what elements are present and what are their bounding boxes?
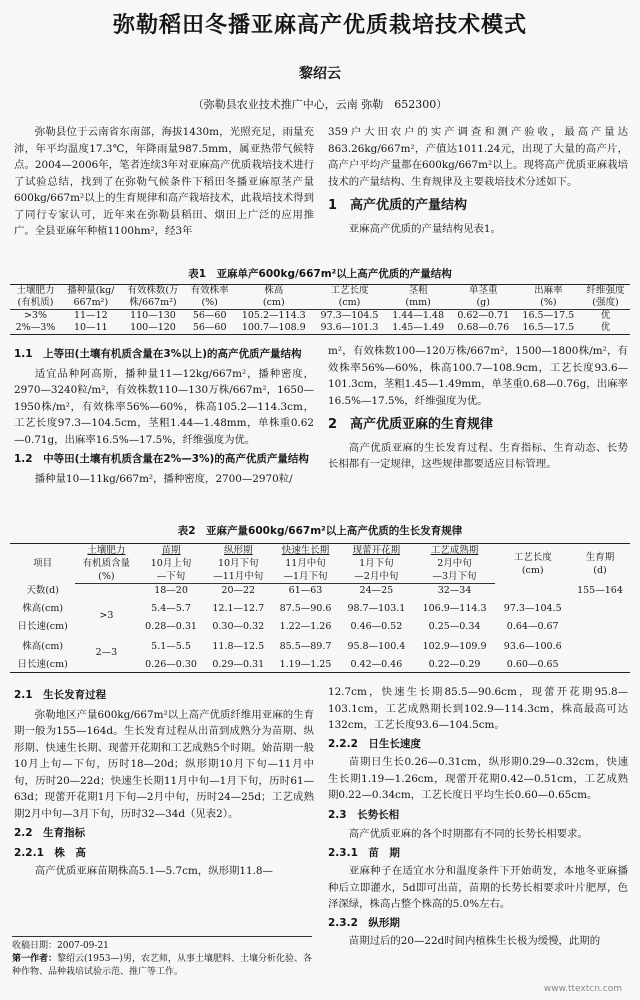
author-name: 黎绍云 xyxy=(299,66,341,82)
t1-cell: 16.5—17.5 xyxy=(522,322,575,333)
section-2-3-2-text: 苗期过后的20—22d时间内植株生长极为缓慢，此期的 xyxy=(348,935,601,947)
t2-cell: 32—34 xyxy=(437,585,472,596)
t1-cell: 0.68—0.76 xyxy=(457,322,510,333)
section-2-2-2-text: 苗期日生长0.26—0.31cm，纵形期0.29—0.32cm，快速生长期1.19—1.26cm，现蕾开花期0.42—0.51cm，工艺成熟期0.22—0.34cm，工艺长度日平均生长0.60—0.65cm。 xyxy=(328,756,628,801)
section-1-1-text: 适宜品种阿高斯，播种量11—12kg/667m²，播种密度，2970—3240粒/m²，有效株数110—130万株/667m²，1650—1950株/m²，有效株率56%—60%，株高105.2—114.3cm，工艺长度97.3—104.5cm，茎粗1.44—1.48mm，单株重0.62—0.71g，出麻率16.5%—17.5%，纤维强度为优。 xyxy=(14,367,314,446)
t2-header-time: —2月中旬 xyxy=(339,570,414,584)
t1-header: 播种量(kg/ xyxy=(67,285,115,296)
intro-paragraph: 弥勒县位于云南省东南部，海拔1430m，光照充足，雨量充沛，年平均温度17.3℃，年降雨量987.5mm，属亚热带气候特点。2004—2006年，笔者连续3年对亚麻高产优质栽培技术进行了试验总结，找到了在弥勒气候条件下稻田冬播亚麻原茎产量600kg/667m²以上的生育规律和高产栽培技术，此栽培技术得到了同行专家认可，近年来在弥勒县稻田、烟田上广泛的应用推广。全县亚麻年种植1100hm²，经3年 xyxy=(14,126,314,237)
author-bio-text: 黎绍云(1953—)男，农艺师，从事土壤肥料、土壤分析化验、各种作物、品种栽培试验示范、推广等工作。 xyxy=(12,954,312,977)
t1-header: 有效株率 xyxy=(190,285,229,296)
t1-header: (cm) xyxy=(313,297,385,310)
section-2-2-1-continued: 12.7cm，快速生长期85.5—90.6cm，现蕾开花期95.8—103.1cm，工艺成熟期长到102.9—114.3cm，株高最高可达132cm，工艺长度93.6—104.5cm。 xyxy=(328,686,628,731)
t2-cell: 20—22 xyxy=(221,585,256,596)
t2-cell: 97.3—104.5 xyxy=(503,603,562,614)
section-2-2-1-heading: 2.2.1 株 高 xyxy=(14,846,86,859)
t2-cell-period: 155—164 xyxy=(577,584,623,596)
t2-cell: 24—25 xyxy=(359,585,394,596)
t1-header: 出麻率 xyxy=(534,285,563,296)
section-1-heading: 1 高产优质的产量结构 xyxy=(328,198,468,213)
t1-header: (%) xyxy=(185,297,234,310)
t2-cell: 11.8—12.5 xyxy=(212,641,265,652)
t2-cell: 18—20 xyxy=(154,585,188,596)
affiliation: （弥勒县农业技术推广中心，云南 弥勒 652300） xyxy=(192,98,448,111)
table-2 xyxy=(10,543,630,673)
bottom-left-column xyxy=(14,684,314,880)
t2-header-soil: (%) xyxy=(75,570,137,584)
t1-cell: 100—120 xyxy=(130,322,176,333)
table-2-caption: 表2 亚麻产量600kg/667m²以上高产优质的生长发育规律 xyxy=(177,525,463,537)
t2-header-time: —3月下旬 xyxy=(414,570,496,584)
table-row xyxy=(10,598,630,616)
section-2-3-2-heading: 2.3.2 纵形期 xyxy=(328,916,400,929)
intro-right-column xyxy=(328,124,628,237)
table-row xyxy=(10,584,630,599)
t2-header-time: 10月上旬 xyxy=(150,558,192,569)
t2-row-label: 日长速(cm) xyxy=(17,659,68,670)
paper-title: 弥勒稻田冬播亚麻高产优质栽培技术模式 xyxy=(112,13,527,38)
section-2-2-2-heading: 2.2.2 日生长速度 xyxy=(328,737,421,750)
section-1-2-continued: m²，有效株数100—120万株/667m²，1500—1800株/m²，有效株率56%—60%，株高100.7—108.9cm，工艺长度93.6—101.3cm，茎粗1.45—1.49mm，单茎重0.68—0.76g，出麻率16.5%—17.5%，纤维强度为优。 xyxy=(328,345,628,407)
t2-header-stage: 纵形期 xyxy=(224,545,253,556)
t2-header-period-name: 生育期 xyxy=(585,551,615,563)
t1-cell: 56—60 xyxy=(192,322,227,333)
t2-header-time: 10月下旬 xyxy=(217,558,259,569)
section-2-heading: 2 高产优质亚麻的生育规律 xyxy=(328,417,494,432)
t2-header-time: —11月中旬 xyxy=(205,570,272,584)
t2-cell-soil: >3 xyxy=(99,610,114,621)
t2-header-length-unit: (cm) xyxy=(521,564,544,576)
t2-cell: 1.19—1.25 xyxy=(279,659,332,670)
table-1-caption: 表1 亚麻单产600kg/667m²以上高产优质的产量结构 xyxy=(188,268,452,280)
table-1 xyxy=(10,284,630,335)
t1-cell: 110—130 xyxy=(130,310,176,321)
t2-cell: 5.4—5.7 xyxy=(151,603,191,614)
t2-header-length xyxy=(495,544,570,584)
t2-cell: 0.28—0.31 xyxy=(145,621,197,632)
t2-header-time: —下旬 xyxy=(137,570,204,584)
t2-cell: 98.7—103.1 xyxy=(347,603,406,614)
t1-header: (mm) xyxy=(386,297,451,310)
t1-header: (强度) xyxy=(581,297,630,310)
t1-cell: 56—60 xyxy=(192,310,227,321)
t2-cell: 102.9—109.9 xyxy=(422,641,487,652)
watermark: www.ttextcn.com xyxy=(543,984,622,994)
t2-cell: 12.1—12.7 xyxy=(212,603,265,614)
section-2-text: 高产优质亚麻的生长发育过程、生育指标、生育动态、长势长相都有一定规律，这些规律都要适应目标管理。 xyxy=(328,441,628,470)
t1-cell: 优 xyxy=(600,322,611,333)
t2-cell: 87.5—90.6 xyxy=(279,603,332,614)
t2-header-soil: 有机质含量 xyxy=(82,558,131,569)
t1-header: 株高 xyxy=(264,285,284,296)
t1-header: 667m²) xyxy=(61,297,121,310)
t2-cell-soil: 2—3 xyxy=(95,647,118,658)
t1-header: (cm) xyxy=(234,297,313,310)
t1-header: 土壤肥力 xyxy=(16,285,55,296)
received-date: 收稿日期：2007-09-21 xyxy=(12,941,109,951)
section-2-2-heading: 2.2 生育指标 xyxy=(14,827,86,839)
t1-cell: 2%—3% xyxy=(15,322,56,333)
t2-header-item: 项目 xyxy=(33,558,53,570)
t1-cell: 16.5—17.5 xyxy=(522,310,575,321)
t1-cell: >3% xyxy=(23,310,47,321)
table-row xyxy=(10,310,630,323)
t1-header: 纤维强度 xyxy=(586,285,625,296)
section-2-3-1-heading: 2.3.1 苗 期 xyxy=(328,846,400,859)
t2-header-time: —1月下旬 xyxy=(272,570,339,584)
t2-cell: 0.26—0.30 xyxy=(145,659,197,670)
intro-left-column xyxy=(14,124,314,240)
t1-cell: 0.62—0.71 xyxy=(457,310,510,321)
t2-header-time: 1月下旬 xyxy=(359,558,394,569)
t1-cell: 97.3—104.5 xyxy=(320,310,379,321)
t2-header-period-unit: (d) xyxy=(593,564,607,576)
section-1-2-text: 播种量10—11kg/667m²，播种密度，2700—2970粒/ xyxy=(34,472,293,485)
section-2-3-1-text: 亚麻种子在适宜水分和温度条件下开始萌发，本地冬亚麻播种后立即灌水，5d即可出苗，苗期的长势长相要求叶片肥厚，色泽深绿，株高占整个株高的5.0%左右。 xyxy=(328,865,628,910)
t1-header: 工艺长度 xyxy=(330,285,369,296)
t2-row-label: 株高(cm) xyxy=(22,641,64,652)
t2-header-time: 11月中旬 xyxy=(285,558,326,569)
table-row xyxy=(10,322,630,335)
t2-header-period xyxy=(570,544,630,584)
section-2-1-heading: 2.1 生长发育过程 xyxy=(14,689,107,701)
section-2-3-heading: 2.3 长势长相 xyxy=(328,808,400,821)
t1-cell: 1.45—1.49 xyxy=(392,322,445,333)
t2-row-label: 株高(cm) xyxy=(22,603,64,614)
t2-cell: 93.6—100.6 xyxy=(503,641,562,652)
t2-cell: 1.22—1.26 xyxy=(279,621,332,632)
t2-row-label: 日长速(cm) xyxy=(17,621,68,632)
t2-cell: 0.29—0.31 xyxy=(212,659,265,670)
t1-cell: 93.6—101.3 xyxy=(320,322,379,333)
t1-cell: 10—11 xyxy=(73,322,108,333)
intro-continued-paragraph: 359户大田农户的实产调查和测产验收，最高产量达863.26kg/667m²，产值达1011.24元，出现了大量的高产片，高产户平均产量都在600kg/667m²以上。现将高产优质亚麻栽培技术的产量结构、生育规律及主要栽培技术分述如下。 xyxy=(328,126,628,188)
t2-cell: 0.30—0.32 xyxy=(212,621,265,632)
section-2-1-text: 弥勒地区产量600kg/667m²以上高产优质纤维用亚麻的生育期一般为155—164d。生长发育过程从出苗到成熟分为苗期、纵形期、快速生长期、现蕾开花期和工艺成熟5个时期。始苗期一般10月上旬—下旬，历时18—20d；纵形期10月下旬—11月中旬，历时20—22d；快速生长期11月中旬—1月下旬，历时61—63d；现蕾开花期1月下旬—2月中旬，历时24—25d；工艺成熟期2月中旬—3月下旬，历时32—34d（见表2）。 xyxy=(14,708,314,820)
t2-header-stage: 工艺成熟期 xyxy=(430,545,479,556)
t1-header: 茎粗 xyxy=(408,285,428,296)
t1-cell: 1.44—1.48 xyxy=(392,310,445,321)
t2-cell: 5.1—5.5 xyxy=(151,641,191,652)
author-bio-label: 第一作者： xyxy=(12,954,58,964)
t1-header: (g) xyxy=(451,297,516,310)
t1-header: 单茎重 xyxy=(468,285,498,296)
t2-cell: 61—63 xyxy=(288,585,323,596)
t1-header: (有机质) xyxy=(10,297,61,310)
t2-header-stage: 现蕾开花期 xyxy=(352,545,401,556)
footnote xyxy=(12,936,312,979)
t2-cell: 0.46—0.52 xyxy=(350,621,403,632)
t2-row-label: 天数(d) xyxy=(26,584,59,596)
t1-header: (%) xyxy=(516,297,581,310)
t1-header: 株/667m²) xyxy=(121,297,185,310)
t2-cell: 0.25—0.34 xyxy=(428,621,481,632)
t1-cell: 优 xyxy=(600,310,611,321)
middle-right-column xyxy=(328,343,628,473)
t2-cell: 0.42—0.46 xyxy=(350,659,403,670)
bottom-right-column xyxy=(328,684,628,950)
t2-cell: 0.64—0.67 xyxy=(506,621,559,632)
t1-cell: 100.7—108.9 xyxy=(241,322,306,333)
section-2-3-text: 高产优质亚麻的各个时期都有不同的长势长相要求。 xyxy=(348,828,588,840)
section-1-1-heading: 1.1 上等田(土壤有机质含量在3%以上)的高产优质产量结构 xyxy=(14,348,302,360)
table-row xyxy=(10,634,630,654)
t2-header-length-name: 工艺长度 xyxy=(513,551,552,563)
middle-left-column xyxy=(14,343,314,487)
t2-cell: 85.5—89.7 xyxy=(279,641,332,652)
section-2-2-1-text: 高产优质亚麻苗期株高5.1—5.7cm，纵形期11.8— xyxy=(34,865,273,877)
t2-header-stage: 苗期 xyxy=(161,545,181,556)
t2-cell: 95.8—100.4 xyxy=(347,641,406,652)
t2-header-time: 2月中旬 xyxy=(437,558,472,569)
t1-header: 有效株数(万 xyxy=(127,285,179,296)
t1-cell: 11—12 xyxy=(73,310,108,321)
t2-header-stage: 快速生长期 xyxy=(281,545,330,556)
author-bio xyxy=(12,953,312,979)
t2-cell: 106.9—114.3 xyxy=(422,603,487,614)
t2-cell: 0.22—0.29 xyxy=(428,659,481,670)
t2-header-soil: 土壤肥力 xyxy=(87,545,126,556)
t2-cell xyxy=(495,584,570,599)
t1-cell: 105.2—114.3 xyxy=(241,310,306,321)
section-1-2-heading: 1.2 中等田(土壤有机质含量在2%—3%)的高产优质产量结构 xyxy=(14,453,309,465)
t2-cell-empty xyxy=(75,584,137,599)
section-1-text: 亚麻高产优质的产量结构见表1。 xyxy=(348,222,501,235)
t2-cell: 0.60—0.65 xyxy=(506,659,559,670)
